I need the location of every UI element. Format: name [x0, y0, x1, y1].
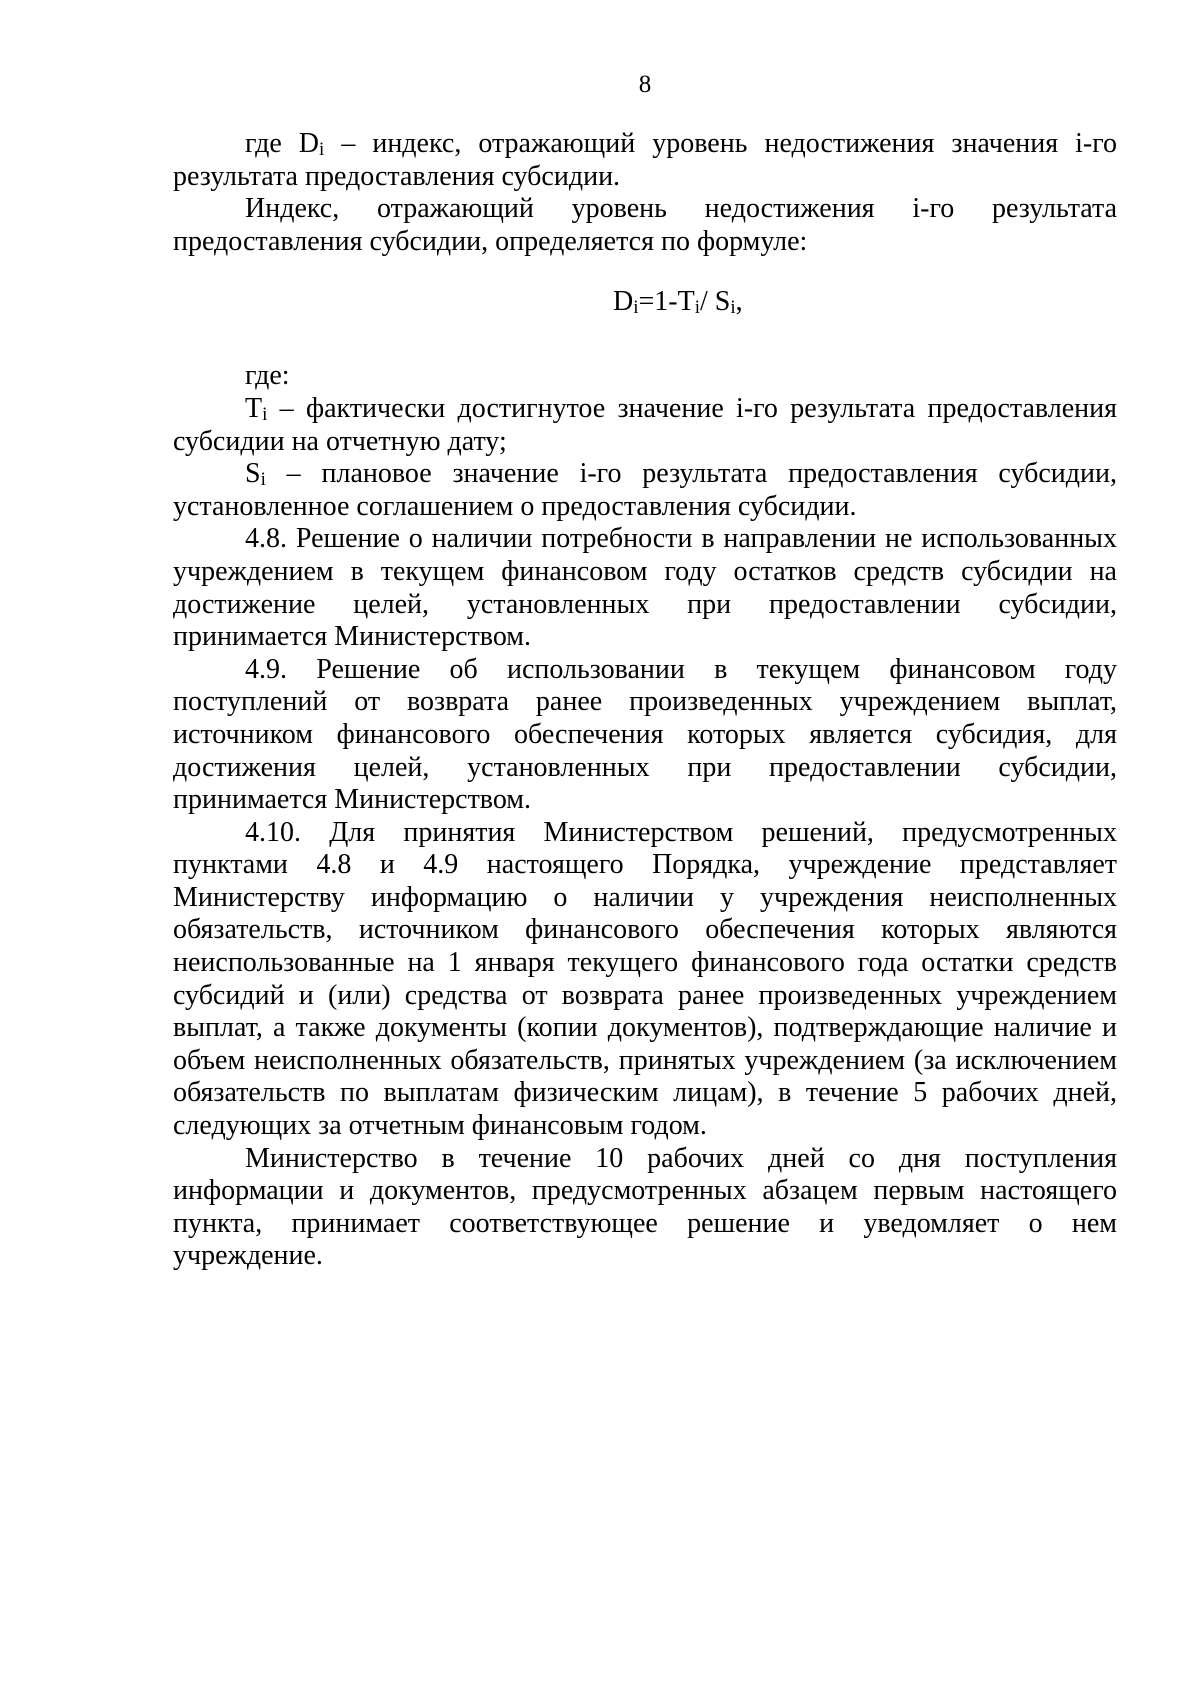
- text-fragment: – индекс, отражающий уровень недостижения значения i-го результата предоставления субсидии.: [173, 128, 1118, 192]
- paragraph-index-formula-intro: Индекс, отражающий уровень недостижения i-го результата предоставления субсидии, определяется по формуле:: [173, 193, 1117, 257]
- paragraph-4-10: 4.10. Для принятия Министерством решений, предусмотренных пунктами 4.8 и 4.9 настоящего Порядка, учреждение представляет Министерству информацию о наличии у учреждения неисполненных обязательств, источником финансового обеспечения которых являются неиспользованные на 1 января текущего финансового года остатки средств субсидий и (или) средства от возврата ранее произведенных учреждением выплат, а также документы (копии документов), подтверждающие наличие и объем неисполненных обязательств, принятых учреждением (за исключением обязательств по выплатам физическим лицам), в течение 5 рабочих дней, следующих за отчетным финансовым годом.: [173, 816, 1117, 1142]
- formula-t-subscript: i: [694, 297, 701, 319]
- formula-s-subscript: i: [730, 297, 736, 319]
- paragraph-where: где:: [245, 360, 290, 392]
- paragraph-4-9: 4.9. Решение об использовании в текущем финансовом году поступлений от возврата ранее произведенных учреждением выплат, источником финансового обеспечения которых является субсидия, для достижения целей, установленных при предоставлении субсидии, принимается Министерством.: [173, 653, 1117, 816]
- formula-d: D: [613, 286, 634, 318]
- formula: [613, 282, 1117, 322]
- text-fragment: – фактически достигнутое значение i-го результата предоставления субсидии на отчетную дату;: [173, 392, 1117, 457]
- paragraph-final: Министерство в течение 10 рабочих дней со дня поступления информации и документов, предусмотренных абзацем первым настоящего пункта, принимает соответствующее решение и уведомляет о нем учреждение.: [173, 1142, 1117, 1272]
- text-fragment: где D: [245, 128, 320, 159]
- paragraph-index-definition: [173, 128, 1117, 193]
- paragraph-t-definition: [173, 393, 1117, 458]
- formula-d-subscript: i: [633, 297, 639, 319]
- subscript: i: [260, 469, 266, 491]
- spacer: [173, 346, 1117, 360]
- subscript: i: [319, 139, 325, 160]
- text-fragment: T: [245, 392, 263, 424]
- text-fragment: S: [245, 458, 261, 490]
- paragraph-4-8: 4.8. Решение о наличии потребности в направлении не использованных учреждением в текущем финансовом году остатков средств субсидии на достижение целей, установленных при предоставлении субсидии, принимается Министерством.: [173, 523, 1117, 653]
- text-fragment: – плановое значение i-го результата предоставления субсидии, установленное соглашением о предоставления субсидии.: [173, 458, 1117, 522]
- paragraph-s-definition: [173, 458, 1117, 523]
- document-body: [173, 128, 1117, 1273]
- formula-divisor: / S: [700, 286, 731, 318]
- formula-middle: =1-T: [638, 286, 695, 318]
- subscript: i: [262, 403, 268, 425]
- page-number: 8: [638, 71, 652, 98]
- formula-tail: ,: [735, 286, 743, 318]
